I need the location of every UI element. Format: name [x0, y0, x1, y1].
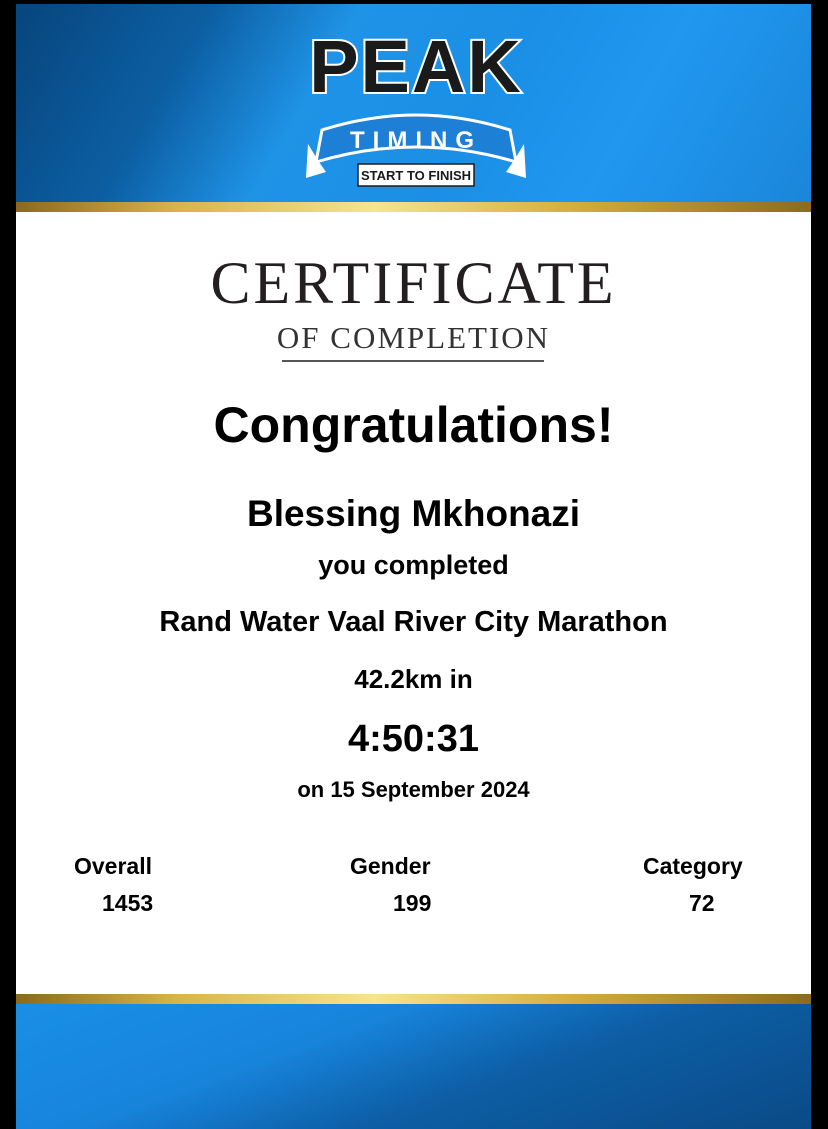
completed-text: you completed: [318, 550, 509, 580]
stat-category-label: Category: [643, 853, 743, 879]
event-name: Rand Water Vaal River City Marathon: [159, 606, 668, 638]
peak-timing-logo: [286, 22, 546, 192]
logo-wordmark: PEAK: [309, 25, 523, 108]
congratulations-heading: Congratulations!: [213, 397, 614, 453]
finish-time: 4:50:31: [348, 718, 479, 760]
stat-overall-label: Overall: [74, 853, 152, 879]
bottom-blue-band: [16, 1004, 811, 1129]
race-date: on 15 September 2024: [297, 777, 530, 802]
logo-tagline: START TO FINISH: [360, 168, 472, 183]
stat-overall-value: 1453: [102, 890, 154, 916]
distance-text: 42.2km in: [354, 664, 473, 694]
participant-name: Blessing Mkhonazi: [246, 493, 581, 534]
certificate: [16, 4, 811, 1129]
logo-banner-text: TIMING: [350, 127, 482, 154]
stat-gender-label: Gender: [350, 853, 431, 879]
gold-stripe-bottom: [16, 994, 811, 1004]
certificate-subtitle: OF COMPLETION: [276, 320, 551, 355]
stat-gender-value: 199: [393, 890, 432, 916]
stat-category-value: 72: [689, 890, 715, 916]
gold-stripe-top: [16, 202, 811, 212]
certificate-title: CERTIFICATE: [210, 250, 617, 316]
title-divider: [282, 360, 544, 362]
